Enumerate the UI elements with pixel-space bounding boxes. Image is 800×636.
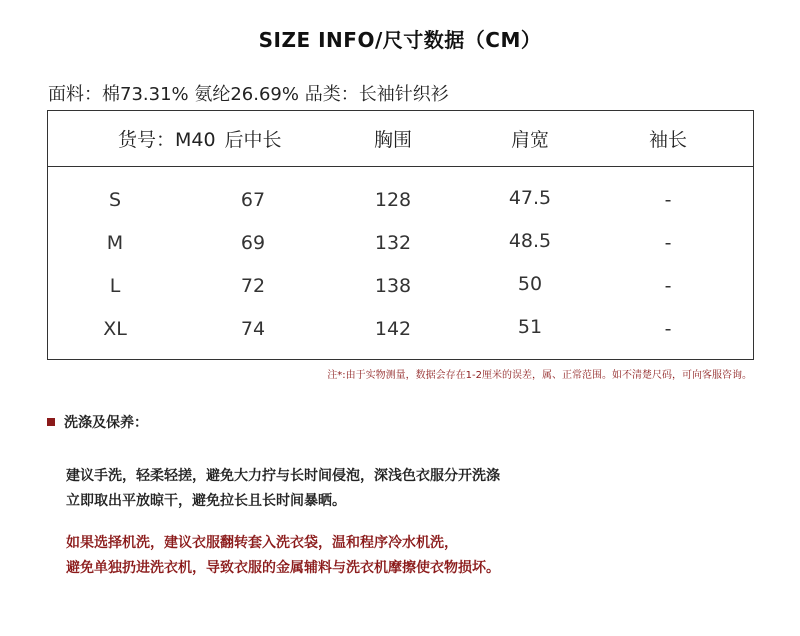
header-sleeve: 袖长 (648, 129, 688, 151)
table-header-row (48, 111, 753, 167)
size-cell: S (108, 189, 122, 211)
care-heading-label: 洗涤及保养： (64, 415, 148, 431)
care-instruction-line: 建议手洗，轻柔轻搓，避免大力拧与长时间侵泡，深浅色衣服分开洗涤 (66, 468, 500, 484)
header-back-length: 后中长 (224, 129, 282, 151)
header-item-no: 货号：M40 (118, 129, 216, 151)
chest-cell: 128 (374, 189, 412, 211)
sleeve-cell: - (664, 232, 672, 254)
shoulder-cell: 51 (517, 316, 543, 338)
size-table (47, 110, 754, 360)
sleeve-cell: - (664, 189, 672, 211)
chest-cell: 138 (374, 275, 412, 297)
back-length-cell: 74 (240, 318, 266, 340)
back-length-cell: 72 (240, 275, 266, 297)
material-line: 面料：棉73.31% 氨纶26.69% 品类：长袖针织衫 (48, 84, 449, 105)
machine-wash-warning-line: 避免单独扔进洗衣机，导致衣服的金属辅料与洗衣机摩擦使衣物损坏。 (66, 560, 500, 576)
size-cell: M (106, 232, 124, 254)
sleeve-cell: - (664, 275, 672, 297)
chest-cell: 142 (374, 318, 412, 340)
care-instruction-line: 立即取出平放晾干，避免拉长且长时间暴晒。 (66, 493, 346, 509)
header-shoulder: 肩宽 (510, 129, 550, 151)
shoulder-cell: 48.5 (508, 230, 552, 252)
machine-wash-warning-line: 如果选择机洗，建议衣服翻转套入洗衣袋，温和程序冷水机洗， (66, 535, 458, 551)
back-length-cell: 67 (240, 189, 266, 211)
size-cell: L (109, 275, 121, 297)
square-bullet-icon (47, 418, 55, 426)
shoulder-cell: 50 (517, 273, 543, 295)
back-length-cell: 69 (240, 232, 266, 254)
care-heading (47, 412, 148, 432)
header-chest: 胸围 (373, 129, 413, 151)
page-title: SIZE INFO/尺寸数据（CM） (258, 28, 542, 52)
size-cell: XL (103, 318, 127, 340)
shoulder-cell: 47.5 (508, 187, 552, 209)
sleeve-cell: - (664, 318, 672, 340)
chest-cell: 132 (374, 232, 412, 254)
measurement-note: 注*:由于实物测量，数据会存在1-2厘米的误差，属、正常范围。如不清楚尺码，可向客服咨询。 (327, 370, 752, 381)
